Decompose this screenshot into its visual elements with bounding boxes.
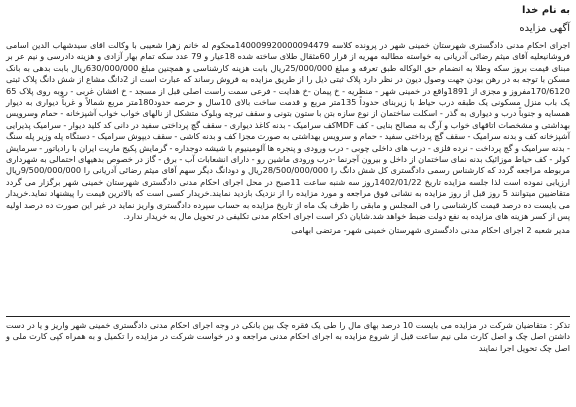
footer-divider (6, 316, 570, 317)
notice-signature: مدیر شعبه 2 اجرای احکام مدنی دادگستری شهرستان خمینی شهر- مرتضی ابهامی (291, 224, 570, 235)
footer-note: تذکر : متقاضیان شرکت در مزایده می بایست 10 درصد بهای مال را طی یک فقره چک بین بانکی در وجه اجرای احکام مدنی دادگستری خمینی شهر واریز و یا در دست داشتن اصل چک و اصل کارت ملی نیم ساعت قبل از شروع مزایده به اجرای احکام مدنی مراجعه و در خواست شرکت در مزایده را تکمیل و به همراه کپی کارت ملی و اصل چک تحویل اجرا نمایند (6, 320, 571, 353)
notice-title: آگهی مزایده (519, 23, 570, 34)
notice-body: اجرای احکام مدنی دادگستری شهرستان خمینی شهر در پرونده کلاسه 140009920000094479محکوم له خانم زهرا شعیبی با وکالت اقای سیدشهاب الدین اسامی فروشانیعلیه آقای میثم رضائی آدریانی به خواسته مطالبه مهریه از قرار 60مثقال طلای ساخته شده 18عیار و 79 عدد سکه تمام بهار آزادی و هزینه دادرسی و نیم عر بر مبنای قیمت بروز سکه وطلا به انضمام حق الوکاله طبق تعرفه و مبلغ 25/000/000ریال بابت هزینه کارشناسی و همچنین مبلغ 630/000/000ریال بابت بدهی به بانک مسکن با توجه به در رهن بودن جهت وصول دیون در نظر دارد پلاک ثبتی ذیل را از طریق مزایده به فروش رساند که عبارت است از 2دانگ مشاع از شش دانگ پلاک ثبتی 170/6120مفروز و مجزی از 1891واقع در خمینی شهر - منظریه - خ پیمان -خ هدایت - فرعی سمت راست اصلی قبل از مسجد - خ افشان غربی - روبه روی پلاک 65 یک باب منزل مسکونی یک طبقه درب حیاط با زیربنای حدوداً 135متر مربع و قدمت ساخت بالای 10سال و حرصه حدود180متر مربع شمالاً و غرباً دیواری به دیوار همسایه و جنوباً درب و دیواری به گذر - اسکلت ساختمان از نوع سازه بتن با ستون بتونی و سقف تیرچه وبلوک متشکل از نالهای خواب خواب آشپزخانه - حمام وسرویس بهداشتی و مشخصات اتاقهای خواب و آرگ به مصالح بنایی - کف MDFکف سرامیک - بدنه کاغذ دیواری - سقف گچ پرداختی سفید در دانی کد کلید دیوار - سرامیک پذیرایی آشپزخانه کف و بدنه سرامیک - سقف گچ پرداختی سفید - حمام و سرویس بهداشتی به صورت مجزا کف و بدنه کاشی - سقف دیپوش سرامیک - دستگاه پله وزیر پله سنگ - بدنه سرامیک و گچ پرداخت - نرده فلزی - درب های داخلی چوبی - درب ورودی و پنجره ها آلومینیوم با شیشه دوجداره - گرمایش پکیج ماریت ایران با رادیاتور - سرمایش کولر - کف حیاط موزائیک بدنه نمای ساختمان از داخل و بیرون آجرنما -درب ورودی ماشین رو - دارای انشعابات آب - برق - گاز در خصوص بدهیهای احتمالی به شهرداری مربوطه مراجعه گردد که کارشناس رسمی دادگستری کل شش دانگ را 28/500/000/000ریال و دودانگ دیگر سهم آقای میثم رضائی آدریانی را 9/500/000/000ریال ارزیابی نموده است لذا جلسه مزایده تاریخ 1402/01/22روز سه شنبه ساعت 11صبح در محل اجرای احکام مدنی دادگستری شهرستان خمینی شهر برگزار می گردد متقاضیین میتوانند 5 روز قبل از روز مزایده به نشانی فوق مراجعه و مورد مزایده را از نزدیک بازدید نمایند.خریدار کسی است که بالاترین قیمت را پیشنهاد نماید.خریدار می بایست ده درصد قیمت کارشناسی را فی المجلس و مابقی را ظرف یک ماه از تاریخ مزایده به حساب سپرده دادگستری واریز نماید در غیر این صورت ده درصد اولیه پس از کسر هزینه های مزایده به نفع دولت ضبط خواهد شد.شایان ذکر است اجرای احکام مدنی تکلیفی در تحویل مال به خریدار ندارد. (6, 40, 571, 222)
basmala: به نام خدا (521, 5, 570, 16)
